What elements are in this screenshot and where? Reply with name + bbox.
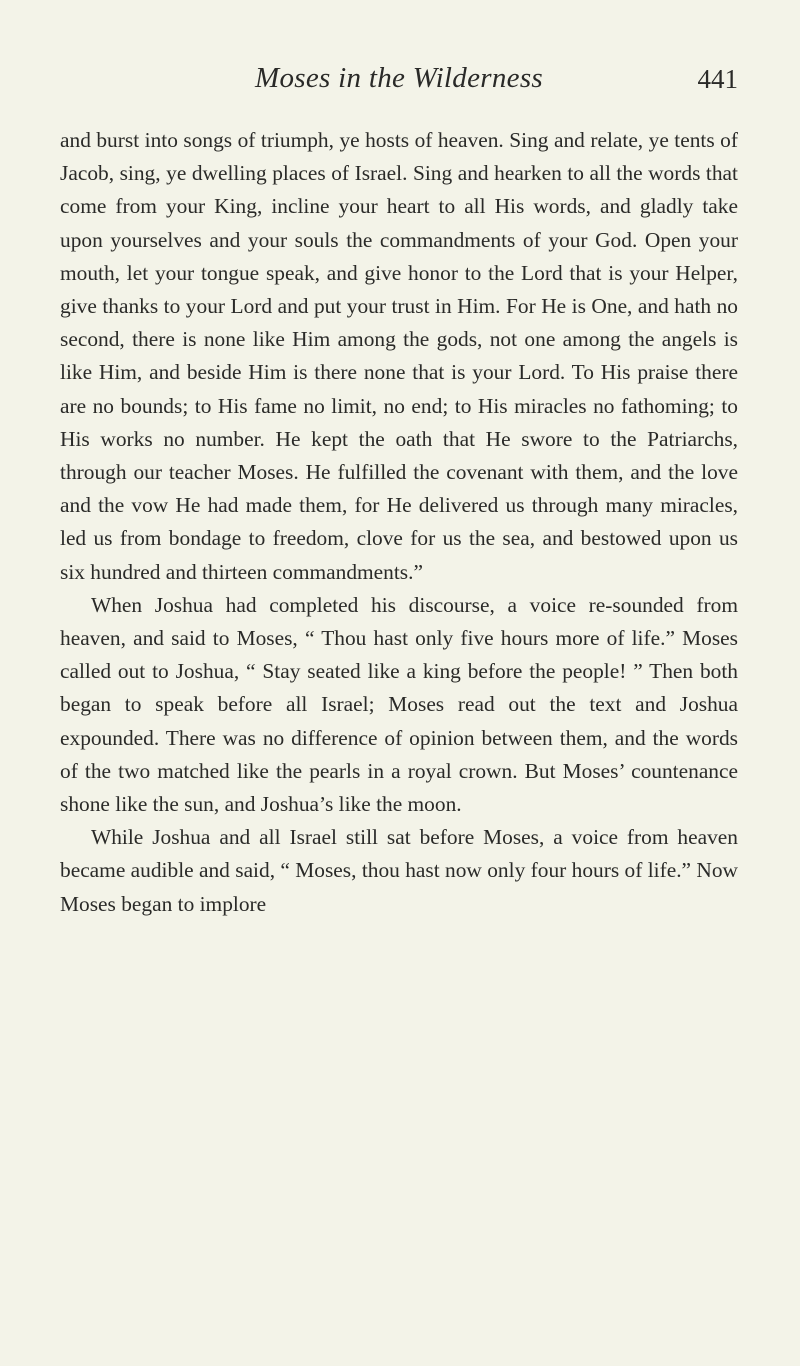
paragraph-continued: and burst into songs of triumph, ye hosts of heaven. Sing and relate, ye tents of Jacob, sing, ye dwelling places of Israel. Sing and hearken to all the words that come from your King, incline your heart to all His words, and gladly take upon yourselves and your souls the commandments of your God. Open your mouth, let your tongue speak, and give honor to the Lord that is your Helper, give thanks to your Lord and put your trust in Him. For He is One, and hath no second, there is none like Him among the gods, not one among the angels is like Him, and beside Him is there none that is your Lord. To His praise there are no bounds; to His fame no limit, no end; to His miracles no fathoming; to His works no number. He kept the oath that He swore to the Patriarchs, through our teacher Moses. He fulfilled the covenant with them, and the love and the vow He had made them, for He delivered us through many miracles, led us from bondage to freedom, clove for us the sea, and bestowed upon us six hundred and thirteen commandments.” bbox=[60, 128, 738, 584]
paragraph: When Joshua had completed his discourse, a voice re-sounded from heaven, and said to Moses, “ Thou hast only five hours more of life.” Moses called out to Joshua, “ Stay seated like a king before the people! ” Then both began to speak before all Israel; Moses read out the text and Joshua expounded. There was no difference of opinion between them, and the words of the two matched like the pearls in a royal crown. But Moses’ countenance shone like the sun, and Joshua’s like the moon. bbox=[60, 592, 738, 817]
paragraph: While Joshua and all Israel still sat before Moses, a voice from heaven became audible and said, “ Moses, thou hast now only four hours of life.” Now Moses began to implore bbox=[60, 825, 738, 916]
running-head bbox=[60, 62, 738, 106]
running-title: Moses in the Wilderness bbox=[254, 62, 543, 94]
body-text bbox=[60, 124, 738, 921]
page-number: 441 bbox=[697, 64, 738, 94]
